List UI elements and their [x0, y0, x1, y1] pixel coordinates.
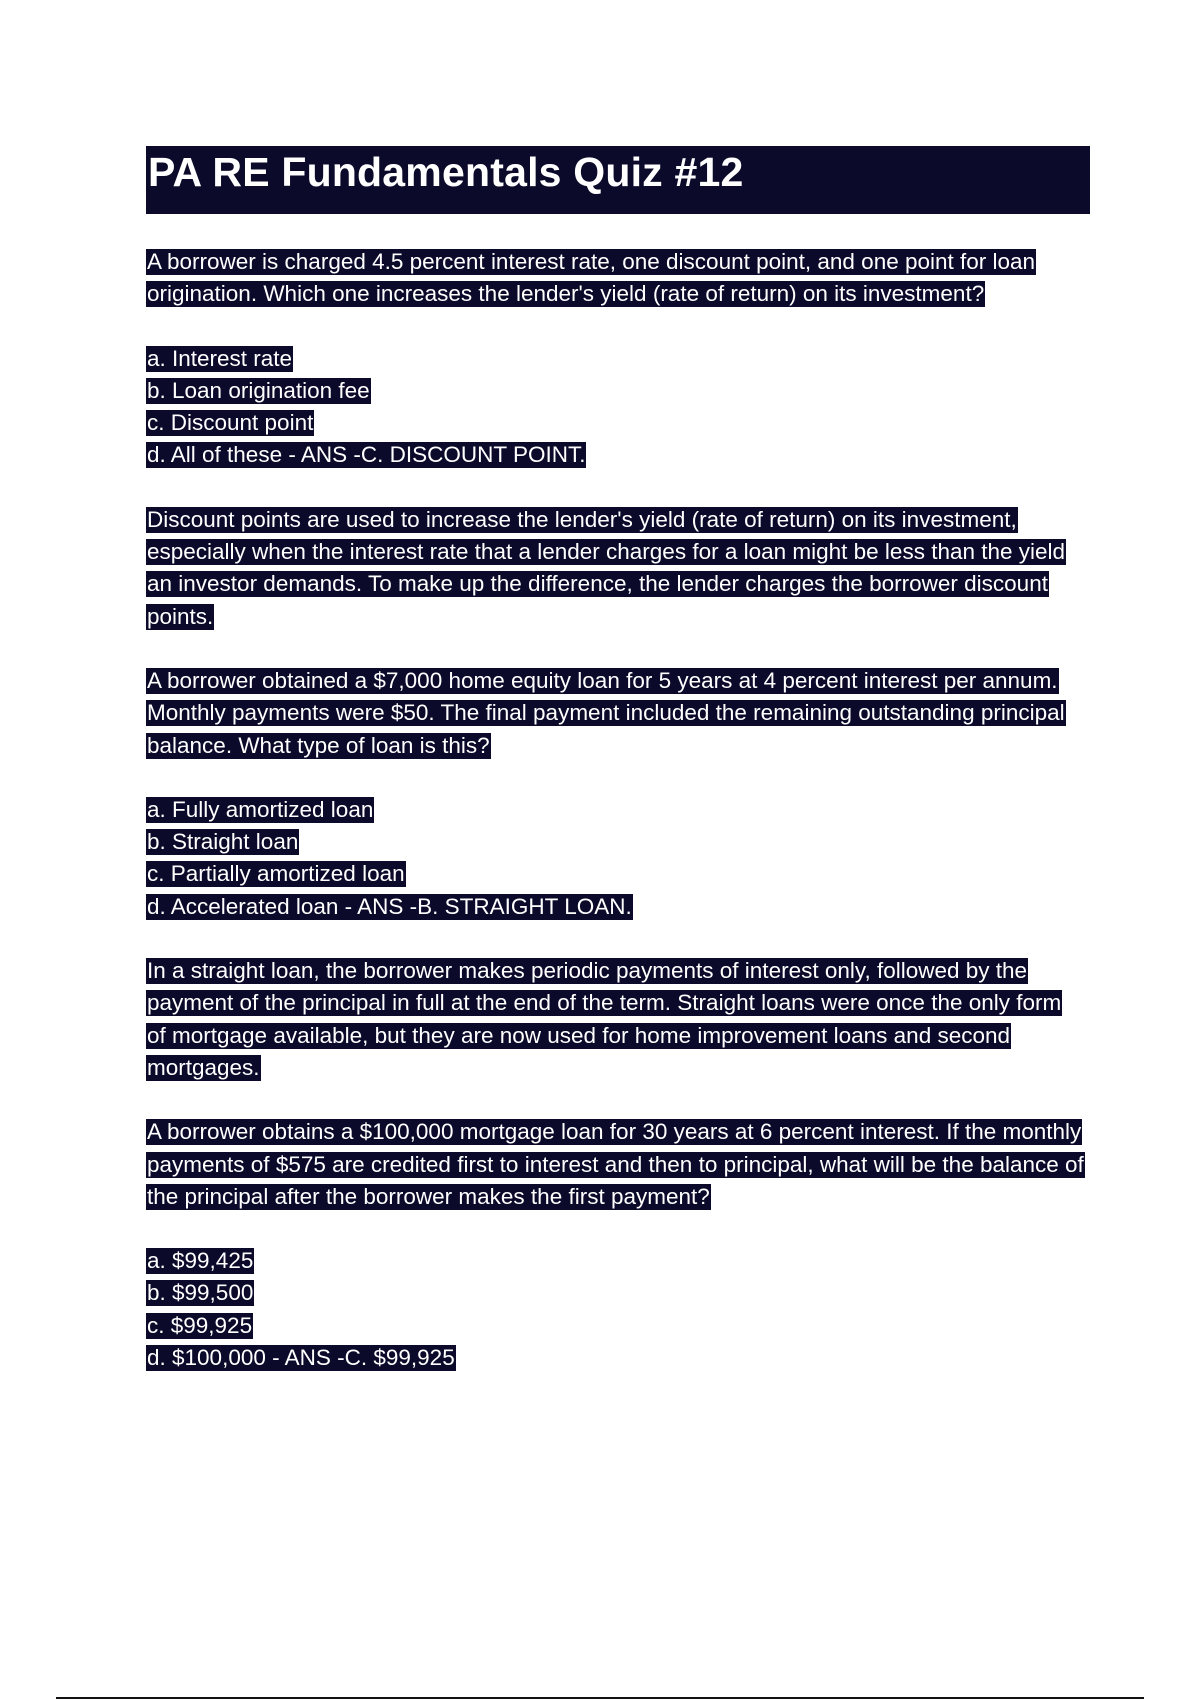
list-item: [146, 794, 1090, 826]
list-item: [146, 343, 1090, 375]
option-a: a. Fully amortized loan: [147, 796, 374, 822]
question-2-text: A borrower obtained a $7,000 home equity loan for 5 years at 4 percent interest per annum. Monthly payments were $50. The final payment included the remaining outstanding principal balance. What type of loan is this?: [147, 667, 1065, 758]
question-1-text: A borrower is charged 4.5 percent interest rate, one discount point, and one point for loan origination. Which one increases the lender's yield (rate of return) on its investment?: [147, 249, 1036, 307]
option-d-answer: d. All of these - ANS -C. DISCOUNT POINT.: [147, 442, 586, 468]
answer-options: [146, 1245, 1090, 1374]
list-item: [146, 375, 1090, 407]
answer-options: [146, 343, 1090, 472]
explanation-text: [146, 955, 1086, 1084]
option-a: a. Interest rate: [147, 345, 293, 371]
explanation-2-text: In a straight loan, the borrower makes periodic payments of interest only, followed by the payment of the principal in full at the end of the term. Straight loans were once the only form of mortgage available, but they are now used for home improvement loans and second mortgages.: [147, 958, 1062, 1080]
option-b: b. Loan origination fee: [147, 377, 370, 403]
list-item: [146, 1245, 1090, 1277]
list-item: [146, 1342, 1090, 1374]
option-c: c. Partially amortized loan: [147, 861, 405, 887]
option-d-answer: d. $100,000 - ANS -C. $99,925: [147, 1345, 455, 1371]
page-title: PA RE Fundamentals Quiz #12: [148, 148, 744, 195]
answer-options: [146, 794, 1090, 923]
option-b: b. Straight loan: [147, 829, 299, 855]
list-item: [146, 826, 1090, 858]
option-a: a. $99,425: [147, 1248, 254, 1274]
option-c: c. Discount point: [147, 410, 314, 436]
list-item: [146, 1310, 1090, 1342]
list-item: [146, 891, 1090, 923]
question-text: [146, 665, 1086, 762]
list-item: [146, 439, 1090, 471]
quiz-content: [146, 246, 1090, 1374]
explanation-text: [146, 504, 1086, 633]
footer-divider: [56, 1697, 1144, 1699]
title-banner: [146, 146, 1090, 214]
explanation-1-text: Discount points are used to increase the lender's yield (rate of return) on its investment, especially when the interest rate that a lender charges for a loan might be less than the yield an investor demands. To make up the difference, the lender charges the borrower discount points.: [147, 506, 1066, 629]
list-item: [146, 1277, 1090, 1309]
question-text: [146, 1116, 1086, 1213]
option-c: c. $99,925: [147, 1312, 253, 1338]
list-item: [146, 407, 1090, 439]
option-d-answer: d. Accelerated loan - ANS -B. STRAIGHT LOAN.: [147, 893, 632, 919]
question-3-text: A borrower obtains a $100,000 mortgage loan for 30 years at 6 percent interest. If the monthly payments of $575 are credited first to interest and then to principal, what will be the balance of the principal after the borrower makes the first payment?: [147, 1119, 1084, 1209]
question-text: [146, 246, 1086, 311]
option-b: b. $99,500: [147, 1280, 254, 1306]
document-page: [146, 146, 1090, 1406]
list-item: [146, 858, 1090, 890]
